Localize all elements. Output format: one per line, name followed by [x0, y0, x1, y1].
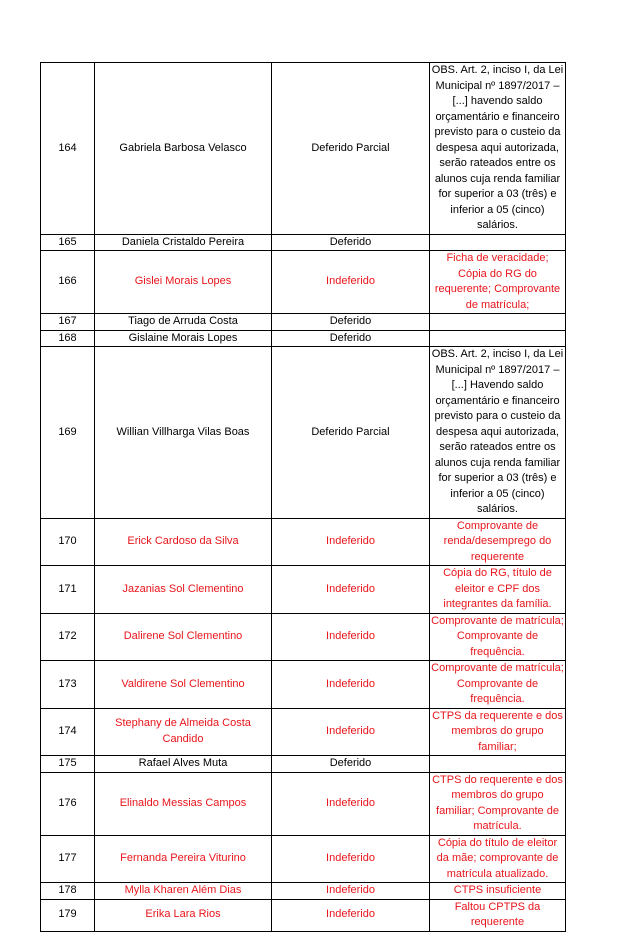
applicant-name: Stephany de Almeida Costa Candido — [95, 708, 272, 756]
table-row — [41, 772, 566, 835]
table-row — [41, 63, 566, 235]
row-number: 169 — [41, 347, 95, 519]
table-row — [41, 251, 566, 314]
row-number: 165 — [41, 234, 95, 251]
applicant-name: Gabriela Barbosa Velasco — [95, 63, 272, 235]
applicant-name: Willian Villharga Vilas Boas — [95, 347, 272, 519]
row-number: 166 — [41, 251, 95, 314]
table-row — [41, 234, 566, 251]
applicant-name: Rafael Alves Muta — [95, 756, 272, 773]
status-cell: Deferido — [272, 756, 430, 773]
row-number: 178 — [41, 883, 95, 900]
observation-cell: Comprovante de matrícula; Comprovante de frequência. — [430, 661, 566, 709]
applicant-name: Gislaine Morais Lopes — [95, 330, 272, 347]
applicant-name: Elinaldo Messias Campos — [95, 772, 272, 835]
row-number: 168 — [41, 330, 95, 347]
observation-cell — [430, 330, 566, 347]
row-number: 179 — [41, 899, 95, 931]
status-cell: Indeferido — [272, 251, 430, 314]
observation-cell: CTPS da requerente e dos membros do grupo familiar; — [430, 708, 566, 756]
status-cell: Deferido — [272, 330, 430, 347]
row-number: 174 — [41, 708, 95, 756]
status-cell: Deferido — [272, 234, 430, 251]
records-table-body — [41, 63, 566, 932]
status-cell: Indeferido — [272, 613, 430, 661]
observation-cell: Faltou CPTPS da requerente — [430, 899, 566, 931]
table-row — [41, 756, 566, 773]
row-number: 173 — [41, 661, 95, 709]
table-row — [41, 708, 566, 756]
table-row — [41, 330, 566, 347]
status-cell: Indeferido — [272, 899, 430, 931]
applicant-name: Gislei Morais Lopes — [95, 251, 272, 314]
table-row — [41, 347, 566, 519]
observation-cell: Cópia do título de eleitor da mãe; comprovante de matrícula atualizado. — [430, 835, 566, 883]
table-row — [41, 899, 566, 931]
records-table — [40, 62, 566, 932]
status-cell: Indeferido — [272, 883, 430, 900]
applicant-name: Erick Cardoso da Silva — [95, 518, 272, 566]
observation-cell: Comprovante de renda/desemprego do requerente — [430, 518, 566, 566]
applicant-name: Erika Lara Rios — [95, 899, 272, 931]
applicant-name: Fernanda Pereira Viturino — [95, 835, 272, 883]
row-number: 177 — [41, 835, 95, 883]
table-row — [41, 314, 566, 331]
observation-cell: OBS. Art. 2, inciso I, da Lei Municipal nº 1897/2017 – [...] Havendo saldo orçamentário e financeiro previsto para o custeio da despesa aqui autorizada, serão rateados entre os alunos cuja renda familiar for superior a 03 (três) e inferior a 05 (cinco) salários. — [430, 347, 566, 519]
status-cell: Deferido Parcial — [272, 63, 430, 235]
applicant-name: Dalirene Sol Clementino — [95, 613, 272, 661]
status-cell: Indeferido — [272, 566, 430, 614]
observation-cell — [430, 756, 566, 773]
applicant-name: Mylla Kharen Além Dias — [95, 883, 272, 900]
row-number: 172 — [41, 613, 95, 661]
table-row — [41, 661, 566, 709]
observation-cell — [430, 314, 566, 331]
table-row — [41, 883, 566, 900]
applicant-name: Jazanias Sol Clementino — [95, 566, 272, 614]
row-number: 175 — [41, 756, 95, 773]
observation-cell: OBS. Art. 2, inciso I, da Lei Municipal nº 1897/2017 – [...] havendo saldo orçamentário e financeiro previsto para o custeio da despesa aqui autorizada, serão rateados entre os alunos cuja renda familiar for superior a 03 (três) e inferior a 05 (cinco) salários. — [430, 63, 566, 235]
observation-cell — [430, 234, 566, 251]
table-row — [41, 835, 566, 883]
row-number: 167 — [41, 314, 95, 331]
row-number: 164 — [41, 63, 95, 235]
status-cell: Indeferido — [272, 772, 430, 835]
row-number: 170 — [41, 518, 95, 566]
table-row — [41, 518, 566, 566]
row-number: 176 — [41, 772, 95, 835]
observation-cell: Cópia do RG, título de eleitor e CPF dos integrantes da família. — [430, 566, 566, 614]
status-cell: Indeferido — [272, 518, 430, 566]
applicant-name: Tiago de Arruda Costa — [95, 314, 272, 331]
applicant-name: Valdirene Sol Clementino — [95, 661, 272, 709]
table-row — [41, 613, 566, 661]
status-cell: Indeferido — [272, 835, 430, 883]
observation-cell: CTPS do requerente e dos membros do grupo familiar; Comprovante de matrícula. — [430, 772, 566, 835]
row-number: 171 — [41, 566, 95, 614]
status-cell: Indeferido — [272, 661, 430, 709]
observation-cell: CTPS insuficiente — [430, 883, 566, 900]
observation-cell: Comprovante de matrícula; Comprovante de frequência. — [430, 613, 566, 661]
status-cell: Deferido — [272, 314, 430, 331]
observation-cell: Ficha de veracidade; Cópia do RG do requerente; Comprovante de matrícula; — [430, 251, 566, 314]
applicant-name: Daniela Cristaldo Pereira — [95, 234, 272, 251]
status-cell: Indeferido — [272, 708, 430, 756]
status-cell: Deferido Parcial — [272, 347, 430, 519]
table-row — [41, 566, 566, 614]
